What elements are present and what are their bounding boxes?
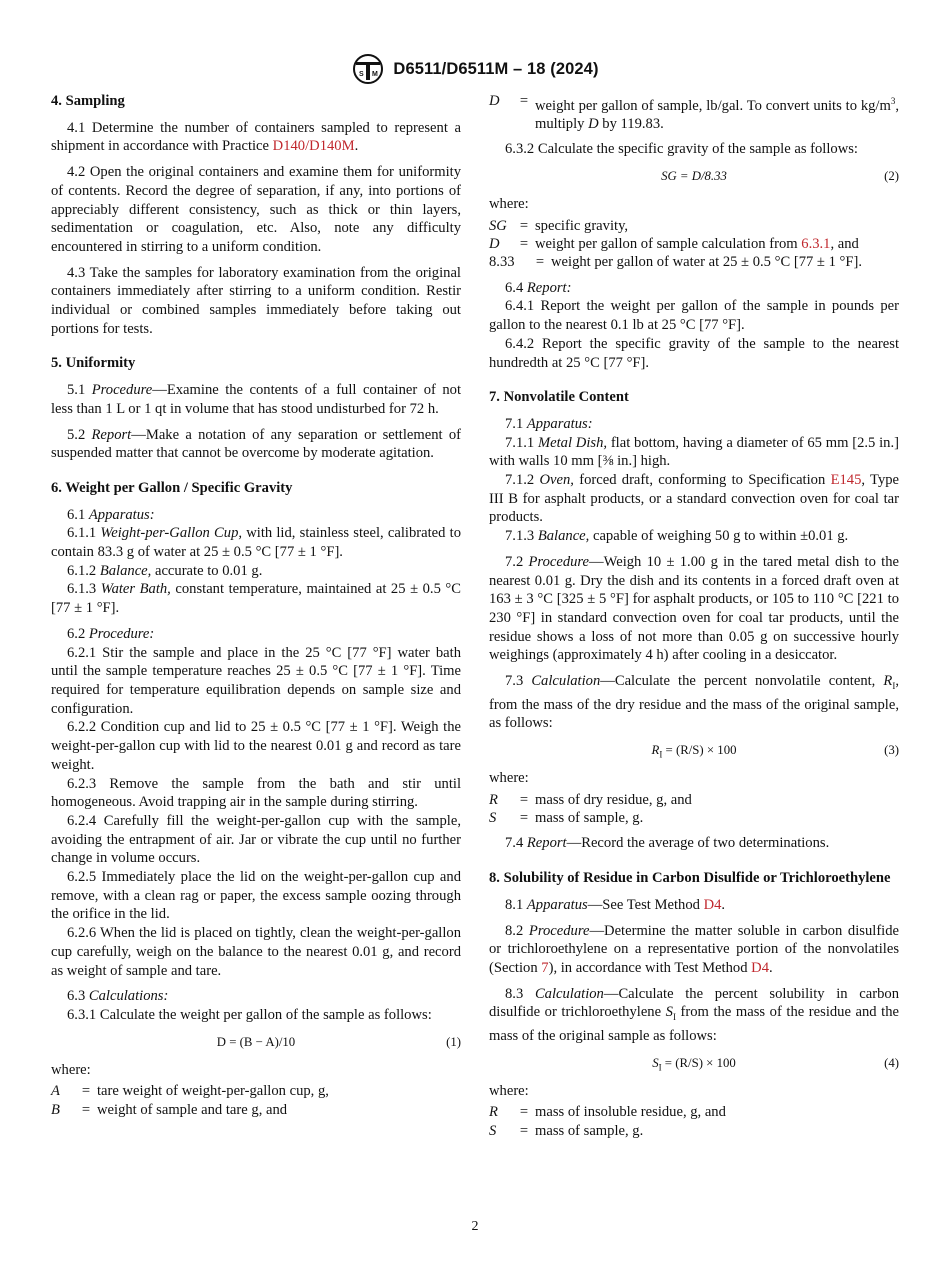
equation-2-number: (2): [884, 169, 899, 184]
definition-B: B = weight of sample and tare g, and: [51, 1101, 288, 1118]
astm-logo-icon: [351, 53, 385, 85]
definition-R: R = mass of dry residue, g, and: [489, 791, 692, 808]
page-number: 2: [471, 1219, 479, 1234]
equation-2-expression: SG = D/8.33: [661, 169, 727, 184]
where-label-3: where:: [489, 770, 529, 787]
paragraph-6-3-2: 6.3.2 Calculate the specific gravity of the sample as follows:: [505, 141, 858, 158]
definition-D: D = weight per gallon of sample, lb/gal. To convert units to $kg/m^3$, multiply D by 119.83.: [489, 93, 899, 133]
paragraph-6-2-6: 6.2.6 When the lid is placed on tightly, clean the weight-per-gallon cup carefully, weigh on the balance to the nearest 0.01 g, and record as weight of sample and tare.: [51, 925, 461, 979]
equation-4-expression: $S_I = (R/S) \times 100$: [652, 1055, 736, 1073]
svg-text:S: S: [359, 71, 365, 78]
paragraph-5-1: 5.1 Procedure—Examine the contents of a full container of not less than 1 L or 1 qt in volume that has stood undisturbed for 72 h.: [51, 382, 461, 417]
paragraph-6-1-2: 6.1.2 Balance, accurate to 0.01 g.: [67, 562, 263, 579]
definition-SG: SG = specific gravity,: [489, 217, 629, 234]
paragraph-4-2: 4.2 Open the original containers and examine them for uniformity of contents. Record the degree of separation, if any, into portions of appreciably different consistency, such as thick or thin layers, sedimentation or coagulation, etc. Also, note any difficulty encountered in stirring to a uniform condition.: [51, 164, 461, 255]
equation-3: [489, 741, 899, 761]
link-e145[interactable]: E145: [830, 472, 862, 489]
paragraph-7-1-2: 7.1.2 Oven, forced draft, conforming to Specification E145, Type III B for asphalt products, or a standard convection oven for coal tar products.: [489, 472, 900, 526]
link-d140[interactable]: D140/D140M: [272, 138, 355, 155]
paragraph-6-3-1: 6.3.1 Calculate the weight per gallon of the sample as follows:: [67, 1006, 432, 1023]
paragraph-7-1-3: 7.1.3 Balance, capable of weighing 50 g to within ±0.01 g.: [505, 528, 849, 545]
paragraph-6-2-3: 6.2.3 Remove the sample from the bath and stir until homogeneous. Avoid trapping air in the sample during stirring.: [51, 775, 461, 811]
equation-3-number: (3): [884, 743, 899, 758]
definition-A: A = tare weight of weight-per-gallon cup, g,: [51, 1083, 329, 1100]
section-4-title: 4. Sampling: [51, 93, 125, 109]
paragraph-4-3: 4.3 Take the samples for laboratory examination from the original containers immediately after stirring to a uniform condition. Restir individual or combined samples immediately before taking out portions for tests.: [51, 264, 461, 337]
paragraph-6-2-4: 6.2.4 Carefully fill the weight-per-gallon cup with the sample, avoiding the entrapment of air. Jar or vibrate the cup until no further change in volume occurs.: [51, 812, 461, 867]
paragraph-5-2: 5.2 Report—Make a notation of any separation or settlement of suspended matter that cannot be overcome by moderate agitation.: [51, 426, 462, 462]
link-6-3-1[interactable]: 6.3.1: [801, 236, 831, 253]
paragraph-6-2: 6.2 Procedure:: [67, 625, 155, 642]
section-6-title: 6. Weight per Gallon / Specific Gravity: [51, 479, 293, 496]
link-d4-2[interactable]: D4: [751, 959, 769, 976]
paragraph-6-4-2: 6.4.2 Report the specific gravity of the sample to the nearest hundredth at 25 °C [77 °F].: [489, 335, 899, 371]
equation-3-expression: $R_I = (R/S) \times 100$: [651, 743, 737, 760]
document-designation: D6511/D6511M – 18 (2024): [393, 59, 599, 78]
section-7-title: 7. Nonvolatile Content: [489, 389, 629, 406]
svg-text:M: M: [372, 71, 379, 78]
equation-4-number: (4): [884, 1055, 899, 1070]
where-label: where:: [51, 1061, 91, 1078]
paragraph-6-3: 6.3 Calculations:: [67, 988, 169, 1005]
section-5-title: 5. Uniformity: [51, 355, 136, 372]
equation-1-number: (1): [446, 1034, 461, 1049]
paragraph-4-1: 4.1 Determine the number of containers sampled to represent a shipment in accordance with Practice D140/D140M.: [51, 119, 461, 155]
paragraph-6-1-3: 6.1.3 Water Bath, constant temperature, maintained at 25 ± 0.5 °C [77 ± 1 °F].: [51, 581, 461, 617]
paragraph-6-1-1: 6.1.1 Weight-per-Gallon Cup, with lid, stainless steel, calibrated to contain 83.3 g of water at 25 ± 0.5 °C [77 ± 1 °F].: [51, 525, 461, 561]
paragraph-7-1: 7.1 Apparatus:: [505, 415, 593, 432]
definition-D-2: D = weight per gallon of sample calculation from 6.3.1, and: [489, 236, 859, 253]
paragraph-7-4: 7.4 Report—Record the average of two determinations.: [505, 835, 830, 852]
paragraph-7-1-1: 7.1.1 Metal Dish, flat bottom, having a diameter of 65 mm [2.5 in.] with walls 10 mm [⅜ in.] high.: [489, 434, 899, 470]
where-label-2: where:: [489, 196, 529, 213]
link-d4[interactable]: D4: [703, 896, 722, 913]
paragraph-6-2-2: 6.2.2 Condition cup and lid to 25 ± 0.5 °C [77 ± 1 °F]. Weigh the weight-per-gallon cup with lid to the nearest 0.01 g and record as tare weight.: [51, 719, 461, 773]
left-column: [51, 92, 461, 1119]
paragraph-6-1: 6.1 Apparatus:: [67, 506, 155, 523]
paragraph-8-1: 8.1 Apparatus—See Test Method D4.: [505, 896, 726, 913]
paragraph-8-2: 8.2 Procedure—Determine the matter soluble in carbon disulfide or trichloroethylene on a representative portion of the nonvolatiles (Section 7), in accordance with Test Method D4.: [489, 922, 900, 976]
definition-S: S = mass of sample, g.: [489, 810, 644, 827]
section-8-title: 8. Solubility of Residue in Carbon Disulfide or Trichloroethylene: [489, 870, 891, 887]
right-column: [489, 92, 899, 1140]
equation-4: [489, 1054, 899, 1074]
page-header: [0, 52, 950, 86]
paragraph-7-2: 7.2 Procedure—Weigh 10 ± 1.00 g in the tared metal dish to the nearest 0.01 g. Dry the dish and its contents in a forced draft oven at 163 ± 3 °C [325 ± 5 °F] for asphalt products, or 105 to 110 °C [221 to 230 °F] in standard convection oven for coal tar products, until the residue shows a loss of not more than 0.05 g on successive hourly weighings (approximately 4 h) after cooling in a desiccator.: [489, 553, 900, 664]
paragraph-8-3: 8.3 Calculation—Calculate the percent solubility in carbon disulfide or trichloroethylene $S_I$ from the mass of the residue and the mass of the original sample as follows:: [489, 985, 899, 1044]
definition-S-2: S = mass of sample, g.: [489, 1122, 644, 1139]
equation-1: [51, 1033, 461, 1053]
equation-1-expression: D = (B − A)/10: [216, 1034, 296, 1049]
paragraph-6-4-1: 6.4.1 Report the weight per gallon of the sample in pounds per gallon to the nearest 0.1 lb at 25 °C [77 °F].: [489, 298, 899, 334]
link-section-7[interactable]: 7: [541, 959, 549, 976]
paragraph-6-4: 6.4 Report:: [505, 279, 572, 296]
where-label-4: where:: [489, 1082, 529, 1099]
paragraph-7-3: 7.3 Calculation—Calculate the percent nonvolatile content, $R_I$, from the mass of the dry residue and the mass of the original sample, as follows:: [489, 673, 899, 732]
equation-2: [489, 167, 899, 187]
paragraph-6-2-5: 6.2.5 Immediately place the lid on the weight-per-gallon cup and remove, with a clean rag or paper, the excess sample oozing through the orifice in the lid.: [51, 869, 461, 923]
paragraph-6-2-1: 6.2.1 Stir the sample and place in the 25 °C [77 °F] water bath until the sample temperature reaches 25 ± 0.5 °C [77 ± 1 °F]. Time required for temperature equilibration depends on sample size and configuration.: [51, 644, 461, 717]
definition-R-2: R = mass of insoluble residue, g, and: [489, 1104, 726, 1121]
definition-8-33: 8.33 = weight per gallon of water at 25 ± 0.5 °C [77 ± 1 °F].: [489, 254, 862, 271]
